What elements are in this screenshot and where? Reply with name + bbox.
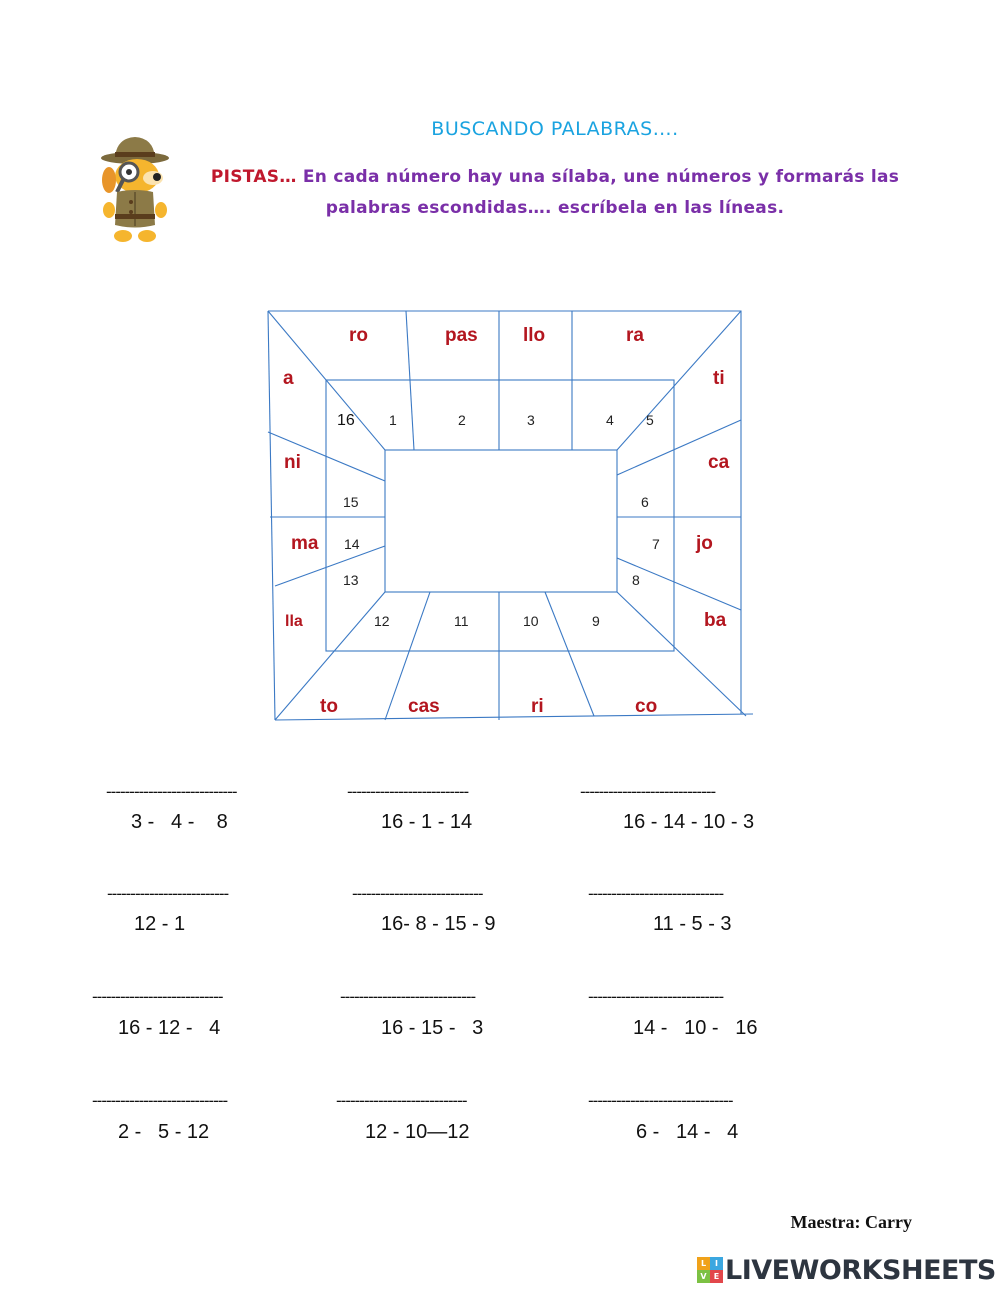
brand-badge-letter: V xyxy=(697,1270,710,1283)
cell-number-14: 14 xyxy=(344,536,360,552)
brand-name: LIVEWORKSHEETS xyxy=(725,1254,996,1286)
answer-line[interactable]: -------------------------- xyxy=(107,884,229,903)
answer-line[interactable]: ----------------------------- xyxy=(92,1091,228,1110)
number-sequence: 11 - 5 - 3 xyxy=(653,913,732,935)
number-sequence: 12 - 10—12 xyxy=(365,1121,470,1143)
number-sequence: 16- 8 - 15 - 9 xyxy=(381,913,496,935)
number-sequence: 3 - 4 - 8 xyxy=(131,811,228,833)
cell-number-1: 1 xyxy=(389,412,397,428)
syllable-ra: ra xyxy=(626,325,644,346)
cell-number-4: 4 xyxy=(606,412,614,428)
syllable-ro: ro xyxy=(349,325,368,346)
brand-badge-letter: E xyxy=(710,1270,723,1283)
cell-number-6: 6 xyxy=(641,494,649,510)
cell-number-9: 9 xyxy=(592,613,600,629)
answer-line[interactable]: ----------------------------- xyxy=(588,884,724,903)
cell-number-12: 12 xyxy=(374,613,390,629)
number-sequence: 12 - 1 xyxy=(134,913,186,935)
answer-line[interactable]: ---------------------------- xyxy=(106,782,237,801)
hint-text-1: En cada número hay una sílaba, une números y formarás las xyxy=(296,167,900,187)
answer-line[interactable]: ----------------------------- xyxy=(588,987,724,1006)
cell-number-15: 15 xyxy=(343,494,359,510)
syllable-a: a xyxy=(283,368,294,389)
answer-line[interactable]: ---------------------------- xyxy=(92,987,223,1006)
brand-badge-icon xyxy=(697,1257,723,1283)
syllable-pas: pas xyxy=(445,325,478,346)
number-sequence: 14 - 10 - 16 xyxy=(633,1017,758,1039)
syllable-cas: cas xyxy=(408,696,440,717)
number-sequence: 16 - 12 - 4 xyxy=(118,1017,221,1039)
syllable-ba: ba xyxy=(704,610,727,631)
number-sequence: 16 - 1 - 14 xyxy=(381,811,473,833)
teacher-name: Maestra: Carry xyxy=(790,1212,912,1232)
cell-number-2: 2 xyxy=(458,412,466,428)
cell-number-11: 11 xyxy=(454,613,469,629)
syllable-lla: lla xyxy=(285,613,303,630)
syllable-ca: ca xyxy=(708,452,730,473)
answer-line[interactable]: -------------------------- xyxy=(347,782,469,801)
grid-lines xyxy=(268,311,753,720)
instructions-line-2: palabras escondidas…. escríbela en las líneas. xyxy=(325,198,785,218)
cell-number-13: 13 xyxy=(343,572,359,588)
number-sequence: 16 - 15 - 3 xyxy=(381,1017,484,1039)
syllable-co: co xyxy=(635,696,658,717)
cell-number-7: 7 xyxy=(652,536,660,552)
syllable-ti: ti xyxy=(713,368,725,389)
syllable-to: to xyxy=(320,696,338,717)
page-title: BUSCANDO PALABRAS…. xyxy=(431,118,679,140)
cell-number-10: 10 xyxy=(523,613,539,629)
answer-line[interactable]: ---------------------------- xyxy=(336,1091,467,1110)
answer-line[interactable]: ----------------------------- xyxy=(340,987,476,1006)
answer-line[interactable]: ----------------------------- xyxy=(580,782,716,801)
brand-badge-letter: L xyxy=(697,1257,710,1270)
cell-number-3: 3 xyxy=(527,412,535,428)
syllable-ma: ma xyxy=(291,533,319,554)
cell-number-5: 5 xyxy=(646,412,654,428)
syllable-llo: llo xyxy=(523,325,546,346)
number-sequence: 2 - 5 - 12 xyxy=(118,1121,210,1143)
syllable-jo: jo xyxy=(696,533,713,554)
number-sequence: 16 - 14 - 10 - 3 xyxy=(623,811,755,833)
brand-badge-letter: I xyxy=(710,1257,723,1270)
cell-number-16: 16 xyxy=(337,412,355,429)
number-sequence: 6 - 14 - 4 xyxy=(636,1121,739,1143)
answer-line[interactable]: ------------------------------- xyxy=(588,1091,733,1110)
brand-logo[interactable] xyxy=(697,1255,996,1285)
syllable-ni: ni xyxy=(284,452,301,473)
hint-lead: PISTAS… xyxy=(210,167,297,187)
cell-number-8: 8 xyxy=(632,572,640,588)
syllable-ri: ri xyxy=(531,696,544,717)
answer-line[interactable]: ---------------------------- xyxy=(352,884,483,903)
